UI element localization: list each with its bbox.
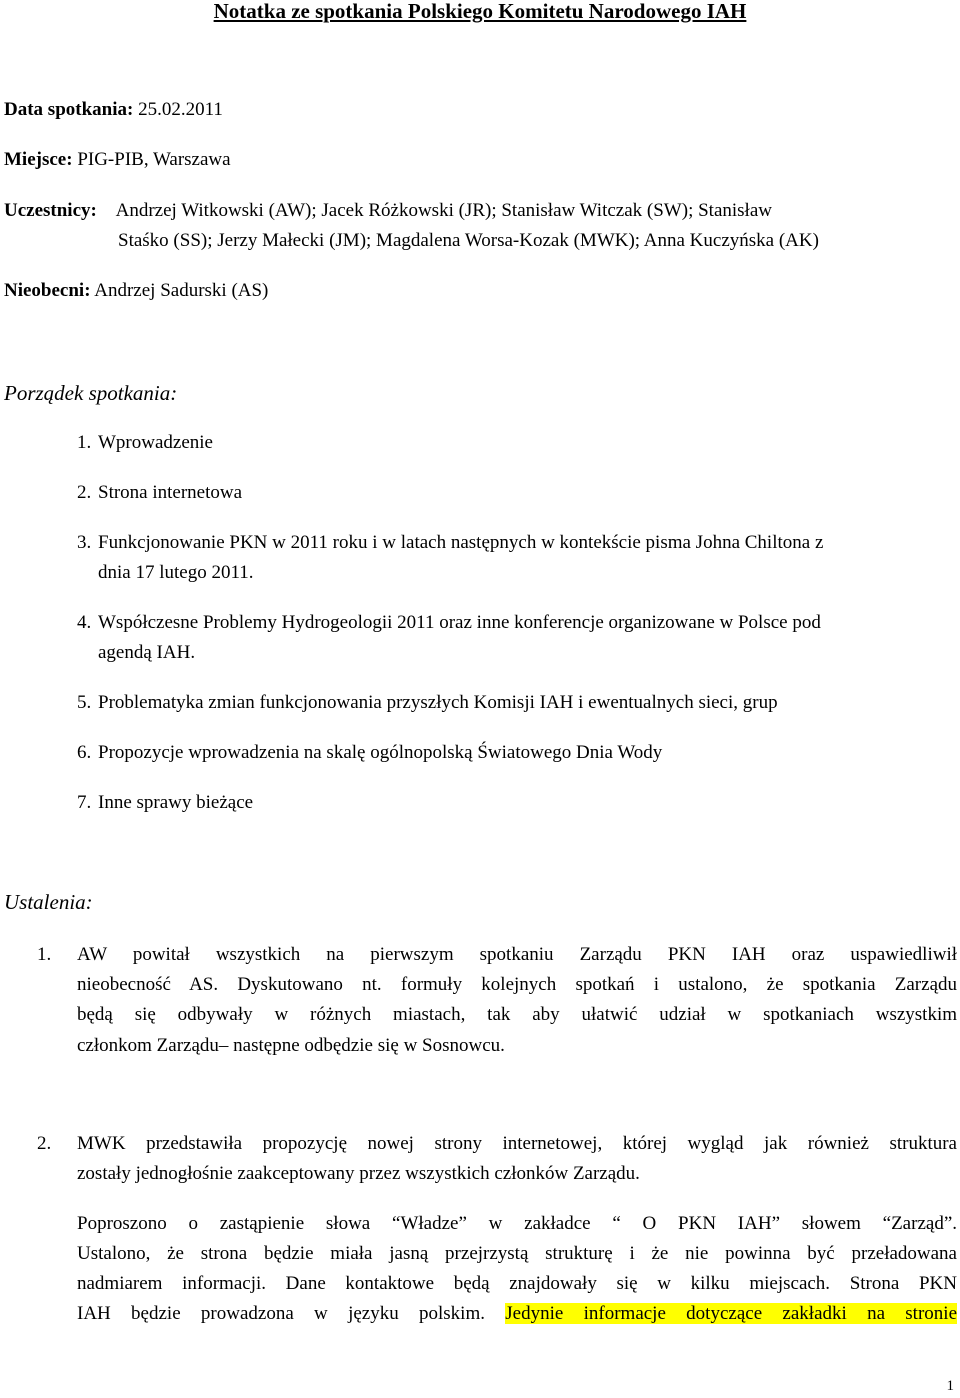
decision-1-number: 1. bbox=[37, 944, 52, 965]
agenda-item-number: 4. bbox=[77, 612, 92, 633]
agenda-item-number: 2. bbox=[77, 482, 92, 503]
date-value: 25.02.2011 bbox=[138, 99, 223, 120]
decision-2-para2-line: nadmiarem informacji. Dane kontaktowe będą znajdowały się w kilku miejscach. Strona PKN bbox=[77, 1273, 957, 1294]
meeting-date bbox=[4, 95, 223, 125]
participants-label: Uczestnicy: bbox=[4, 200, 97, 221]
agenda-item-text-continued: agendą IAH. bbox=[98, 642, 196, 663]
decision-1-line: nieobecność AS. Dyskutowano nt. formuły kolejnych spotkań i ustalono, że spotkania Zarządu bbox=[77, 974, 957, 995]
participants-line-2: Staśko (SS); Jerzy Małecki (JM); Magdalena Worsa-Kozak (MWK); Anna Kuczyńska (AK) bbox=[118, 230, 819, 251]
absent-label: Nieobecni: bbox=[4, 280, 91, 301]
agenda-item-number: 6. bbox=[77, 742, 92, 763]
participants bbox=[4, 196, 772, 226]
agenda-heading: Porządek spotkania: bbox=[4, 381, 178, 405]
agenda-item-number: 3. bbox=[77, 532, 92, 553]
agenda-item-text: Propozycje wprowadzenia na skalę ogólnopolską Światowego Dnia Wody bbox=[98, 742, 663, 763]
agenda-item bbox=[77, 478, 959, 508]
agenda-item-number: 5. bbox=[77, 692, 92, 713]
decision-2-last-line bbox=[77, 1299, 957, 1329]
agenda-item-text: Strona internetowa bbox=[98, 482, 243, 503]
decisions-heading: Ustalenia: bbox=[4, 890, 93, 914]
decision-2-line: zostały jednogłośnie zaakceptowany przez wszystkich członków Zarządu. bbox=[77, 1163, 640, 1184]
agenda-item bbox=[77, 688, 959, 718]
place-label: Miejsce: bbox=[4, 149, 73, 170]
agenda-item-text: Funkcjonowanie PKN w 2011 roku i w latach następnych w kontekście pisma Johna Chiltona z bbox=[98, 532, 824, 553]
decision-1-line: AW powitał wszystkich na pierwszym spotkaniu Zarządu PKN IAH oraz uspawiedliwił bbox=[77, 944, 957, 965]
absent-value: Andrzej Sadurski (AS) bbox=[94, 280, 269, 301]
agenda-item bbox=[77, 528, 959, 588]
agenda-item bbox=[77, 738, 959, 768]
page-number: 1 bbox=[946, 1378, 954, 1394]
agenda-item-text: Problematyka zmian funkcjonowania przyszłych Komisji IAH i ewentualnych sieci, grup bbox=[98, 692, 778, 713]
decision-1-line: członkom Zarządu– następne odbędzie się w Sosnowcu. bbox=[77, 1035, 505, 1056]
agenda-item-text-continued: dnia 17 lutego 2011. bbox=[98, 562, 254, 583]
agenda-item bbox=[77, 608, 959, 668]
agenda-item-number: 1. bbox=[77, 432, 92, 453]
agenda-item-text: Współczesne Problemy Hydrogeologii 2011 oraz inne konferencje organizowane w Polsce pod bbox=[98, 612, 821, 633]
agenda-item-text: Wprowadzenie bbox=[98, 432, 213, 453]
decision-2-number: 2. bbox=[37, 1133, 52, 1154]
agenda-item-text: Inne sprawy bieżące bbox=[98, 792, 254, 813]
meeting-place bbox=[4, 145, 231, 175]
decision-2-line: MWK przedstawiła propozycję nowej strony internetowej, której wygląd jak również struktura bbox=[77, 1133, 957, 1154]
decision-1-line: będą się odbywały w różnych miastach, tak aby ułatwić udział w spotkaniach wszystkim bbox=[77, 1004, 957, 1025]
highlighted-text: Jedynie informacje dotyczące zakładki na stronie bbox=[505, 1303, 957, 1324]
decision-2-para2-line: Poproszono o zastąpienie słowa “Władze” w zakładce “ O PKN IAH” słowem “Zarząd”. bbox=[77, 1213, 957, 1234]
participants-line-1: Andrzej Witkowski (AW); Jacek Różkowski (JR); Stanisław Witczak (SW); Stanisław bbox=[115, 200, 772, 221]
agenda-item bbox=[77, 788, 959, 818]
agenda-item-number: 7. bbox=[77, 792, 92, 813]
date-label: Data spotkania: bbox=[4, 99, 134, 120]
decision-2-para2-line: Ustalono, że strona będzie miała jasną przejrzystą strukturę i że nie powinna być przeładowana bbox=[77, 1243, 957, 1264]
document-title: Notatka ze spotkania Polskiego Komitetu Narodowego IAH bbox=[213, 0, 747, 23]
decision-2-last-line-text: IAH będzie prowadzona w języku polskim. bbox=[77, 1303, 506, 1324]
place-value: PIG-PIB, Warszawa bbox=[77, 149, 231, 170]
absent bbox=[4, 276, 268, 306]
agenda-item bbox=[77, 428, 959, 458]
